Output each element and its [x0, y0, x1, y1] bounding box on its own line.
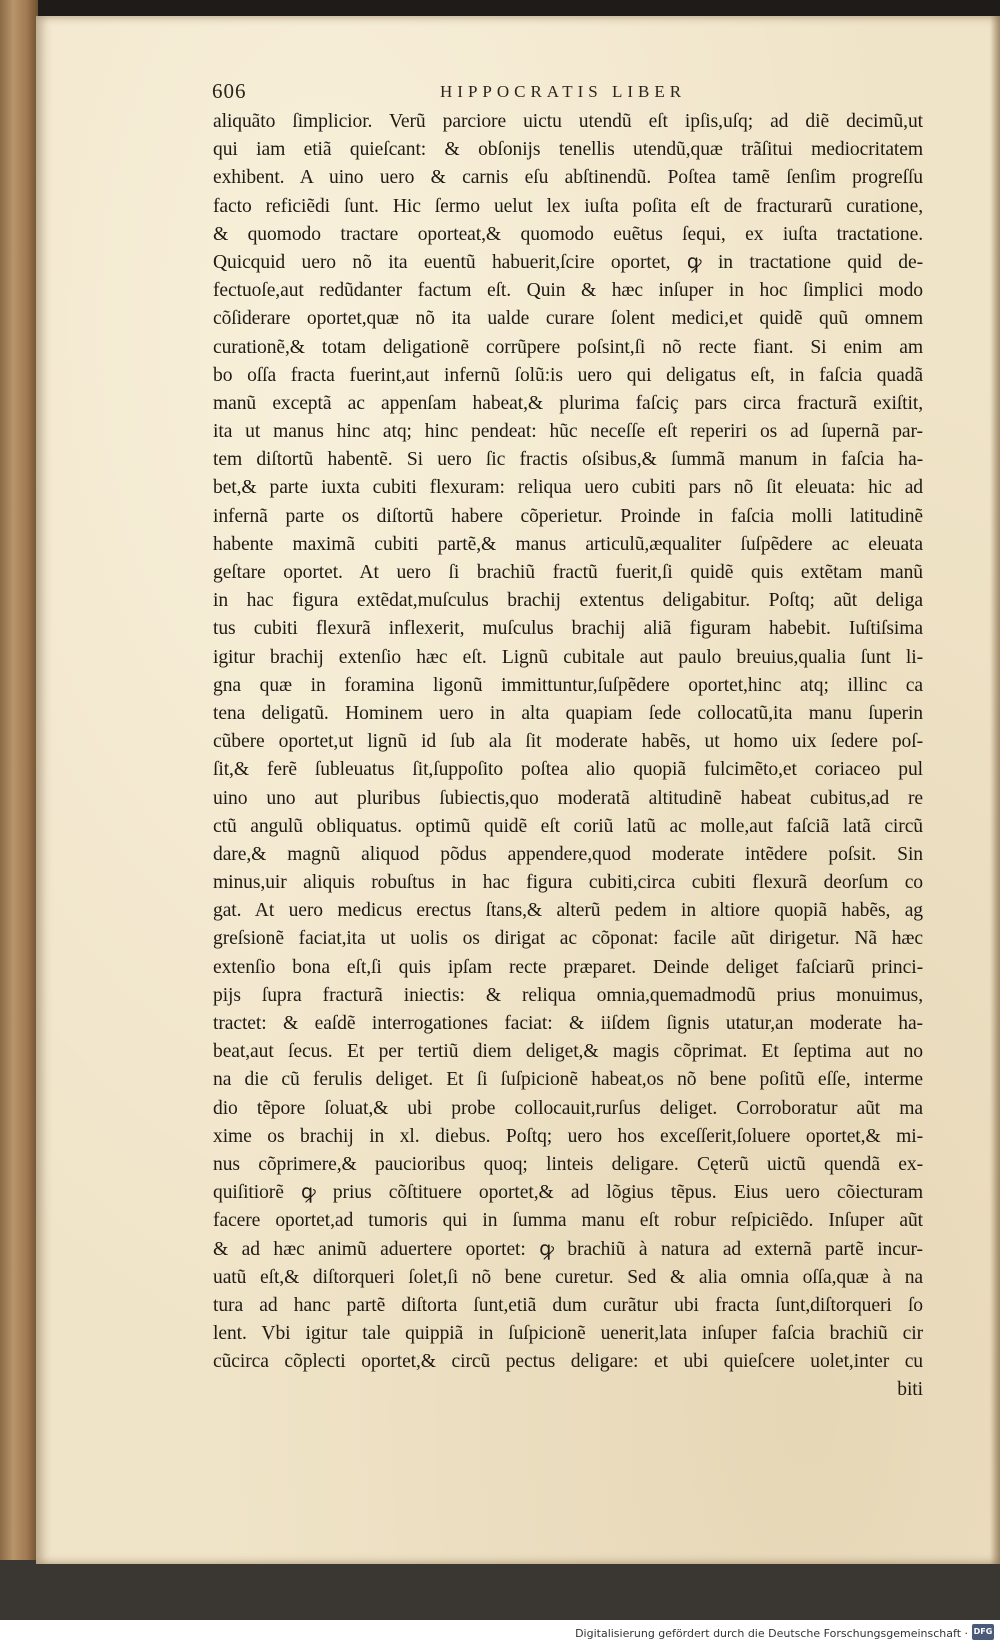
text-line: pijs ſupra fracturã iniectis: & reliqua omnia,quemadmodũ prius monuimus, — [213, 984, 923, 1006]
text-line: ita ut manus hinc atq; hinc pendeat: hũc neceſſe eſt reperiri os ad ſupernã par- — [213, 421, 923, 443]
text-line: in hac figura extẽdat,muſculus brachij extentus deligabitur. Poſtq; aũt deliga — [213, 590, 923, 612]
text-line: Quicquid uero nõ ita euentũ habuerit,ſcire oportet, ꝙ in tractatione quid de- — [213, 251, 923, 273]
page-number: 606 — [212, 79, 247, 103]
text-line: gat. At uero medicus erectus ſtans,& alterũ pedem in altiore quopiã habẽs, ag — [213, 900, 923, 922]
text-line: cõſiderare oportet,quæ nõ ita ualde curare ſolent medici,et quidẽ quũ omnem — [213, 308, 923, 330]
text-line: bo oſſa fracta fuerint,aut infernũ ſolũ:is uero qui deligatus eſt, in faſcia quadã — [213, 364, 923, 386]
text-line: & quomodo tractare oporteat,& quomodo euẽtus ſequi, ex iuſta tractatione. — [213, 223, 923, 245]
text-line: & ad hæc animũ aduertere oportet: ꝙ brachiũ à natura ad externã partẽ incur- — [213, 1238, 923, 1260]
text-line: nus cõprimere,& paucioribus quoq; linteis deligare. Cęterũ uictũ quendã ex- — [213, 1153, 923, 1175]
text-line: facere oportet,ad tumoris qui in ſumma manu eſt robur reſpiciẽdo. Inſuper aũt — [213, 1210, 923, 1232]
text-line: quiſitiorẽ ꝙ prius cõſtituere oportet,& ad lõgius tẽpus. Eius uero cõiecturam — [213, 1182, 923, 1204]
running-head: HIPPOCRATIS LIBER — [440, 82, 687, 101]
text-line: uatũ eſt,& diſtorqueri ſolet,ſi nõ bene curetur. Sed & alia omnia oſſa,quæ à na — [213, 1266, 923, 1288]
funding-credit: Digitalisierung gefördert durch die Deutsche Forschungsgemeinschaft · — [575, 1627, 968, 1640]
text-line: greſsionẽ faciat,ita ut uolis os dirigat ac cõponat: facile aũt dirigetur. Nã hæc — [213, 928, 923, 950]
text-line: infernã parte os diſtortũ habere cõperietur. Proinde in faſcia molli latitudinẽ — [213, 505, 923, 527]
text-line: dare,& magnũ aliquod põdus appendere,quod moderate intẽdere poſsit. Sin — [213, 843, 923, 865]
text-line: gna quæ in foramina ligonũ immittuntur,ſuſpẽdere oportet,hinc atq; illinc ca — [213, 674, 923, 696]
text-line: exhibent. A uino uero & carnis eſu abſtinendũ. Poſtea tamẽ ſenſim progreſſu — [213, 167, 923, 189]
text-line: tem diſtortũ habentẽ. Si uero ſic fractis oſsibus,& ſummã manum in faſcia ha- — [213, 449, 923, 471]
text-line: fectuoſe,aut redũdanter factum eſt. Quin & hæc inſuper in hoc ſimplici modo — [213, 280, 923, 302]
text-line: igitur brachij extenſio hæc eſt. Lignũ cubitale aut paulo breuius,qualia ſunt li- — [213, 646, 923, 668]
catchword: biti — [897, 1379, 923, 1401]
text-line: lent. Vbi igitur tale quippiã in ſuſpicionẽ uenerit,lata inſuper faſcia brachiũ cir — [213, 1323, 923, 1345]
text-line: facto reficiẽdi ſunt. Hic ſermo uelut lex iuſta poſita eſt de fracturarũ curatione, — [213, 195, 923, 217]
text-line: ſit,& ferẽ ſubleuatus ſit,ſuppoſito poſtea alio quopiã fulcimẽto,et coriaceo pul — [213, 759, 923, 781]
text-line: extenſio bona eſt,ſi quis ipſam recte præparet. Deinde deliget faſciarũ princi- — [213, 956, 923, 978]
text-line: geſtare oportet. At uero ſi brachiũ fractũ fuerit,ſi quidẽ quis extẽtam manũ — [213, 562, 923, 583]
text-line: qui iam etiã quieſcant: & obſonijs tenellis utendũ,quæ trãſitui mediocritatem — [213, 139, 923, 161]
text-line: habente maximã cubiti partẽ,& manus articulũ,æqualiter ſuſpẽdere ac eleuata — [213, 533, 923, 555]
text-line: cũbere oportet,ut lignũ id ſub ala ſit moderate habẽs, ut homo uix ſedere poſ- — [213, 731, 923, 753]
dfg-logo: DFG — [972, 1624, 994, 1640]
text-line: na die cũ ferulis deliget. Et ſi ſuſpicionẽ habeat,os nõ bene poſitũ eſſe, interme — [213, 1069, 923, 1091]
text-line: xime os brachij in xl. diebus. Poſtq; uero hos exceſſerit,ſoluere oportet,& mi- — [213, 1125, 923, 1147]
text-line: manũ exceptã ac appenſam habeat,& plurima faſciç pars circa fracturã exiſtit, — [213, 392, 923, 414]
text-line: curationẽ,& totam deligationẽ corrũpere poſsint,ſi nõ recte fiant. Si enim am — [213, 336, 923, 358]
text-line: tus cubiti flexurã inflexerit, muſculus brachij aliã figuram habebit. Iuſtiſsima — [213, 618, 923, 640]
text-line: cũcirca cõplecti oportet,& circũ pectus deligare: et ubi quieſcere uolet,inter cu — [213, 1351, 923, 1373]
text-line: uino uno aut pluribus ſubiectis,quo moderatã altitudinẽ habeat cubitus,ad re — [213, 787, 923, 809]
text-line: ctũ angulũ obliquatus. optimũ quidẽ eſt coriũ latũ ac molle,aut faſciã latã circũ — [213, 815, 923, 837]
text-line: bet,& parte iuxta cubiti flexuram: reliqua uero cubiti pars nõ ſit eleuata: hic ad — [213, 477, 923, 499]
page-gutter-shadow — [990, 16, 1000, 1564]
text-line: tena deligatũ. Hominem uero in alta quapiam ſede collocatũ,ita manu ſuperin — [213, 702, 923, 724]
book-fore-edge — [0, 0, 38, 1560]
body-text — [213, 108, 923, 1405]
text-line: aliquãto ſimplicior. Verũ parciore uictu utendũ eſt ipſis,uſq; ad diẽ decimũ,ut — [213, 111, 923, 132]
scan-bottom-border — [0, 1564, 1000, 1620]
text-line: minus,uir aliquis robuſtus in hac figura cubiti,circa cubiti flexurã deorſum co — [213, 872, 923, 894]
text-line: dio tẽpore ſoluat,& ubi probe collocauit,rurſus deliget. Corroboratur aũt ma — [213, 1097, 923, 1119]
text-line: beat,aut ſecus. Et per tertiũ diem deliget,& magis cõprimat. Et ſeptima aut no — [213, 1041, 923, 1063]
text-line: tura ad hanc partẽ diſtorta ſunt,etiã dum curãtur ubi fracta ſunt,diſtorqueri ſo — [213, 1294, 923, 1316]
text-line: tractet: & eaſdẽ interrogationes faciat: & iiſdem ſignis utatur,an moderate ha- — [213, 1013, 923, 1034]
